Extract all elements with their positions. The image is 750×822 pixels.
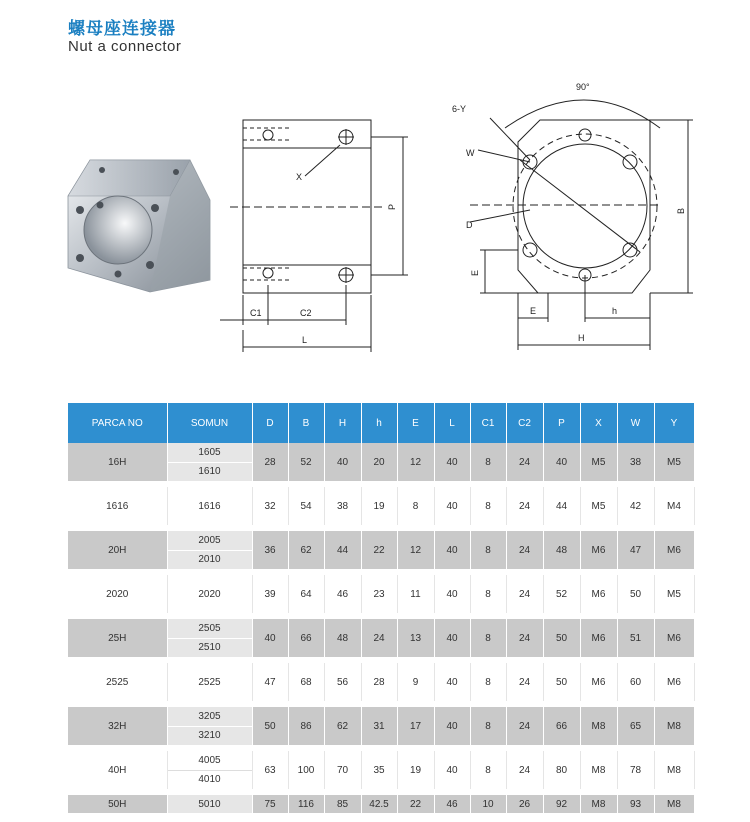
label-h-small: h (612, 306, 618, 316)
spec-table (68, 403, 695, 813)
value-cell: 62 (288, 531, 324, 569)
value-cell: 19 (361, 487, 397, 525)
value-cell: 28 (252, 443, 288, 481)
value-cell: M8 (580, 751, 617, 789)
value-cell: 19 (397, 751, 434, 789)
value-cell: 64 (288, 575, 324, 613)
value-cell: 8 (470, 707, 506, 745)
part-number-cell: 25H (68, 619, 167, 657)
column-header: SOMUN (167, 403, 252, 443)
table-row (68, 619, 694, 657)
value-cell: 47 (617, 531, 654, 569)
column-header: L (434, 403, 470, 443)
value-cell: 93 (617, 795, 654, 813)
value-cell: 13 (397, 619, 434, 657)
value-cell: 10 (470, 795, 506, 813)
value-cell: 40 (434, 487, 470, 525)
somun-value: 2005 (198, 534, 221, 546)
value-cell: 47 (252, 663, 288, 701)
part-number-cell: 40H (68, 751, 167, 789)
label-x: X (296, 172, 303, 182)
side-view-drawing (470, 100, 693, 350)
value-cell: M6 (654, 619, 694, 657)
value-cell: 39 (252, 575, 288, 613)
value-cell: 38 (324, 487, 361, 525)
somun-cell (167, 663, 252, 701)
somun-value: 2510 (168, 638, 252, 658)
column-header: h (361, 403, 397, 443)
somun-value: 4010 (168, 770, 252, 790)
value-cell: 24 (506, 487, 543, 525)
value-cell: 50 (543, 663, 580, 701)
value-cell: 92 (543, 795, 580, 813)
table-row (68, 575, 694, 613)
somun-value: 3210 (168, 726, 252, 746)
value-cell: 56 (324, 663, 361, 701)
column-header: B (288, 403, 324, 443)
value-cell: 40 (252, 619, 288, 657)
value-cell: 36 (252, 531, 288, 569)
front-view-drawing (220, 120, 408, 352)
somun-cell (167, 795, 252, 813)
value-cell: 31 (361, 707, 397, 745)
value-cell: 40 (434, 575, 470, 613)
value-cell: 12 (397, 531, 434, 569)
label-l: L (302, 335, 308, 345)
value-cell: 48 (324, 619, 361, 657)
part-number-cell: 2525 (68, 663, 167, 701)
value-cell: M8 (580, 707, 617, 745)
somun-value: 1616 (198, 500, 221, 512)
table-row (68, 751, 694, 789)
value-cell: 42.5 (361, 795, 397, 813)
part-number-cell: 16H (68, 443, 167, 481)
value-cell: 65 (617, 707, 654, 745)
value-cell: 100 (288, 751, 324, 789)
value-cell: 63 (252, 751, 288, 789)
column-header: C2 (506, 403, 543, 443)
value-cell: 46 (434, 795, 470, 813)
value-cell: 8 (470, 751, 506, 789)
value-cell: 23 (361, 575, 397, 613)
value-cell: 52 (543, 575, 580, 613)
value-cell: M6 (654, 531, 694, 569)
value-cell: M6 (580, 663, 617, 701)
label-d: D (466, 220, 473, 230)
label-c1: C1 (250, 308, 262, 318)
value-cell: 8 (470, 443, 506, 481)
value-cell: 8 (397, 487, 434, 525)
somun-cell (167, 619, 252, 657)
product-photo (68, 160, 210, 292)
column-header: PARCA NO (68, 403, 167, 443)
value-cell: M8 (654, 751, 694, 789)
value-cell: 9 (397, 663, 434, 701)
somun-cell (167, 531, 252, 569)
table-row (68, 663, 694, 701)
value-cell: 24 (361, 619, 397, 657)
table-row (68, 443, 694, 481)
somun-value: 2010 (168, 550, 252, 570)
value-cell: 24 (506, 707, 543, 745)
part-number-cell: 20H (68, 531, 167, 569)
value-cell: 22 (397, 795, 434, 813)
somun-value: 2505 (198, 622, 221, 634)
somun-value: 4005 (198, 754, 221, 766)
somun-cell (167, 751, 252, 789)
value-cell: 66 (543, 707, 580, 745)
value-cell: 22 (361, 531, 397, 569)
value-cell: 85 (324, 795, 361, 813)
part-number-cell: 50H (68, 795, 167, 813)
part-number-cell: 2020 (68, 575, 167, 613)
value-cell: 24 (506, 619, 543, 657)
value-cell: 86 (288, 707, 324, 745)
label-e-vertical: E (470, 269, 480, 276)
column-header: C1 (470, 403, 506, 443)
label-w: W (466, 148, 475, 158)
value-cell: 66 (288, 619, 324, 657)
value-cell: M6 (580, 619, 617, 657)
value-cell: M5 (580, 443, 617, 481)
value-cell: M6 (580, 575, 617, 613)
value-cell: M5 (580, 487, 617, 525)
somun-value: 3205 (198, 710, 221, 722)
label-holes: 6-Y (452, 104, 467, 114)
table-row (68, 487, 694, 525)
column-header: Y (654, 403, 694, 443)
value-cell: 26 (506, 795, 543, 813)
value-cell: 40 (543, 443, 580, 481)
value-cell: 8 (470, 531, 506, 569)
value-cell: 40 (434, 751, 470, 789)
table-row (68, 531, 694, 569)
value-cell: 20 (361, 443, 397, 481)
column-header: X (580, 403, 617, 443)
value-cell: 62 (324, 707, 361, 745)
value-cell: 48 (543, 531, 580, 569)
value-cell: 28 (361, 663, 397, 701)
table-header-row (68, 403, 694, 443)
value-cell: 24 (506, 663, 543, 701)
value-cell: 12 (397, 443, 434, 481)
value-cell: 40 (434, 663, 470, 701)
value-cell: 40 (434, 531, 470, 569)
value-cell: 8 (470, 487, 506, 525)
part-number-cell: 1616 (68, 487, 167, 525)
label-b: B (676, 207, 686, 214)
somun-cell (167, 443, 252, 481)
value-cell: 50 (617, 575, 654, 613)
value-cell: 24 (506, 531, 543, 569)
value-cell: 78 (617, 751, 654, 789)
value-cell: 40 (324, 443, 361, 481)
technical-drawings (0, 0, 750, 380)
value-cell: 24 (506, 751, 543, 789)
part-number-cell: 32H (68, 707, 167, 745)
value-cell: 46 (324, 575, 361, 613)
value-cell: 60 (617, 663, 654, 701)
value-cell: 44 (543, 487, 580, 525)
value-cell: M8 (654, 795, 694, 813)
value-cell: 40 (434, 443, 470, 481)
value-cell: 42 (617, 487, 654, 525)
value-cell: M8 (580, 795, 617, 813)
value-cell: 75 (252, 795, 288, 813)
value-cell: 80 (543, 751, 580, 789)
value-cell: 52 (288, 443, 324, 481)
somun-value: 1605 (198, 446, 221, 458)
value-cell: 32 (252, 487, 288, 525)
value-cell: 51 (617, 619, 654, 657)
column-header: H (324, 403, 361, 443)
column-header: P (543, 403, 580, 443)
label-c2: C2 (300, 308, 312, 318)
title-chinese: 螺母座连接器 (68, 19, 176, 38)
column-header: W (617, 403, 654, 443)
value-cell: M5 (654, 575, 694, 613)
table-row (68, 795, 694, 813)
somun-cell (167, 707, 252, 745)
value-cell: 68 (288, 663, 324, 701)
somun-value: 2020 (198, 588, 221, 600)
value-cell: 8 (470, 619, 506, 657)
value-cell: 40 (434, 619, 470, 657)
somun-cell (167, 487, 252, 525)
value-cell: 40 (434, 707, 470, 745)
value-cell: 8 (470, 663, 506, 701)
value-cell: M8 (654, 707, 694, 745)
value-cell: M5 (654, 443, 694, 481)
value-cell: 38 (617, 443, 654, 481)
label-h-large: H (578, 333, 585, 343)
value-cell: 116 (288, 795, 324, 813)
value-cell: M6 (580, 531, 617, 569)
value-cell: 8 (470, 575, 506, 613)
value-cell: 24 (506, 575, 543, 613)
table-row (68, 707, 694, 745)
somun-value: 2525 (198, 676, 221, 688)
somun-value: 5010 (198, 798, 221, 810)
value-cell: 50 (252, 707, 288, 745)
label-angle: 90° (576, 82, 590, 92)
somun-cell (167, 575, 252, 613)
title-english: Nut a connector (68, 38, 182, 55)
column-header: D (252, 403, 288, 443)
value-cell: 35 (361, 751, 397, 789)
column-header: E (397, 403, 434, 443)
value-cell: 11 (397, 575, 434, 613)
value-cell: 17 (397, 707, 434, 745)
label-p: P (387, 203, 397, 210)
value-cell: 54 (288, 487, 324, 525)
value-cell: M6 (654, 663, 694, 701)
value-cell: 70 (324, 751, 361, 789)
value-cell: 44 (324, 531, 361, 569)
value-cell: 24 (506, 443, 543, 481)
value-cell: 50 (543, 619, 580, 657)
value-cell: M4 (654, 487, 694, 525)
label-e: E (530, 306, 537, 316)
somun-value: 1610 (168, 462, 252, 482)
